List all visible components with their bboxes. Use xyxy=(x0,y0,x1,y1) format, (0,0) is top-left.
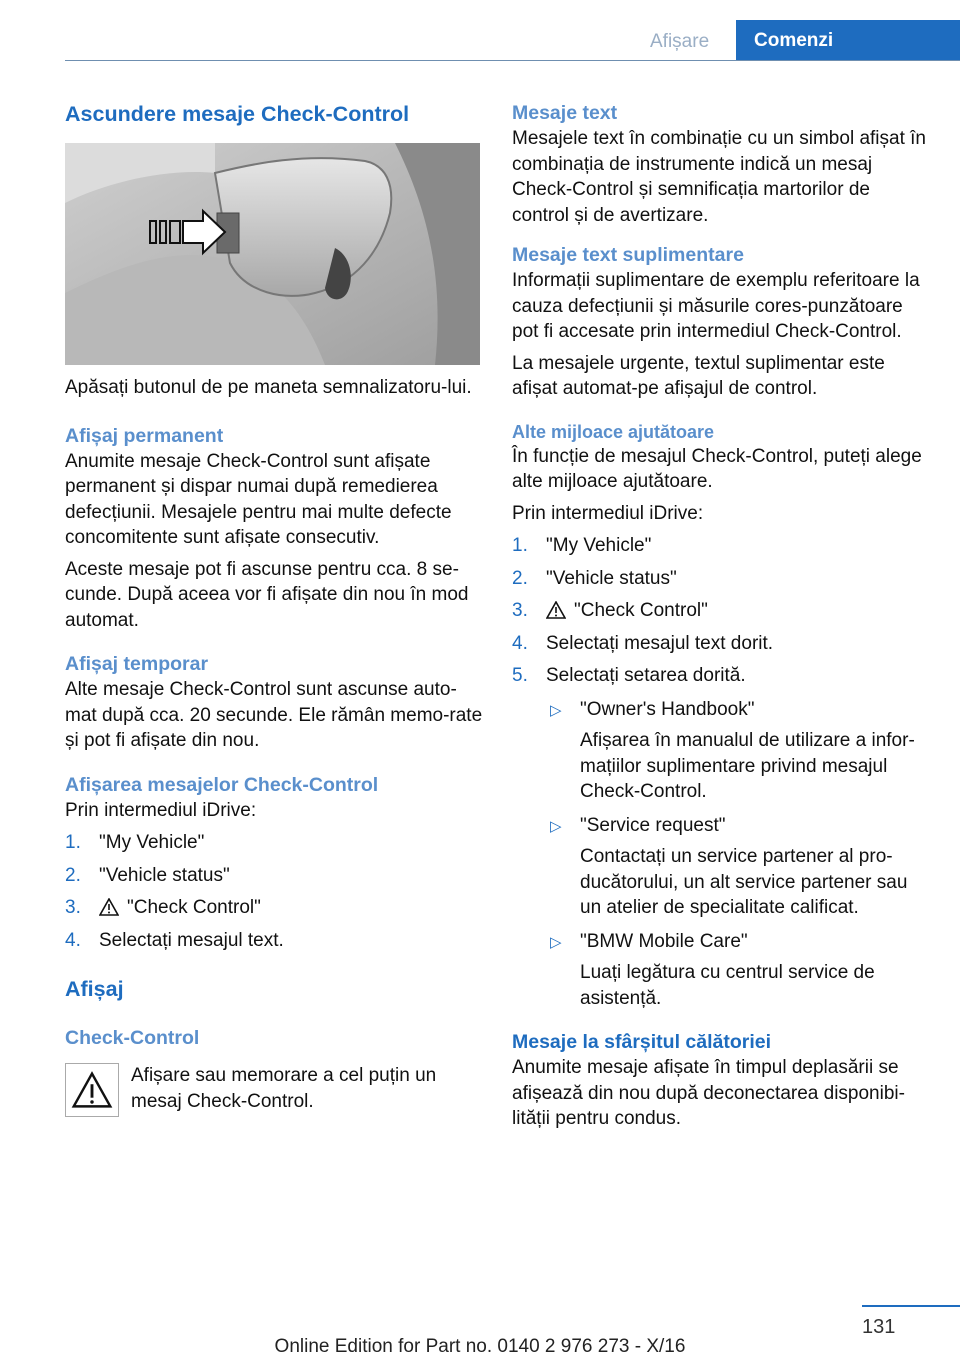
step-text: Selectați setarea dorită. xyxy=(546,665,746,686)
check-control-block xyxy=(65,1063,483,1117)
heading-other-aids: Alte mijloace ajutătoare xyxy=(512,421,715,442)
heading-permanent-display: Afișaj permanent xyxy=(65,424,224,447)
additional-text-1: Informații suplimentare de exemplu referitoare la cauza defecțiunii și măsurile cores-punzătoare pot fi accesate prin intermediul Check-Control. xyxy=(512,270,920,342)
heading-show-messages: Afișarea mesajelor Check-Control xyxy=(65,773,379,796)
header-rule xyxy=(65,60,960,61)
end-of-trip-text: Anumite mesaje afișate în timpul deplasării se afișează din nou după deconectarea disponibi-lității pentru condus. xyxy=(512,1057,905,1129)
step-number: 4. xyxy=(512,632,528,654)
list-item xyxy=(65,830,483,856)
header-chapter-tab: Comenzi xyxy=(736,20,960,61)
step-number: 1. xyxy=(65,832,81,853)
list-item xyxy=(546,697,932,805)
step-text: "Check Control" xyxy=(127,897,261,918)
list-item xyxy=(512,631,932,657)
step-number: 2. xyxy=(512,567,528,589)
list-item xyxy=(512,533,932,559)
step-number: 3. xyxy=(65,897,81,918)
left-steps-list xyxy=(65,830,483,953)
other-aids-text: În funcție de mesajul Check-Control, puteți alege alte mijloace ajutătoare. xyxy=(512,445,922,492)
heading-end-of-trip: Mesaje la sfârșitul călătoriei xyxy=(512,1031,772,1053)
list-item xyxy=(546,929,932,1012)
header-section: Afișare xyxy=(650,31,710,52)
heading-check-control: Check-Control xyxy=(65,1027,200,1049)
page-number: 131 xyxy=(862,1316,896,1338)
heading-hide-messages: Ascundere mesaje Check-Control xyxy=(65,102,410,126)
step-text: "Vehicle status" xyxy=(546,567,677,589)
step-text: "My Vehicle" xyxy=(99,832,205,853)
step-number: 2. xyxy=(65,864,81,886)
permanent-text-1: Anumite mesaje Check-Control sunt afișate permanent și dispar numai după remedierea defecțiunii. Mesajele pentru mai multe defecte concomitente sunt afișate consecutiv. xyxy=(65,450,452,548)
step-number: 1. xyxy=(512,535,528,556)
additional-text-2: La mesajele urgente, textul suplimentar este afișat automat-pe afișajul de control. xyxy=(512,352,885,399)
option-title: "BMW Mobile Care" xyxy=(580,930,748,952)
permanent-text-2: Aceste mesaje pot fi ascunse pentru cca. 8 se-cunde. După aceea vor fi afișate din nou în mod automat. xyxy=(65,558,469,631)
footer-rule xyxy=(862,1305,960,1307)
edition-footer: Online Edition for Part no. 0140 2 976 273 - X/16 xyxy=(274,1336,686,1357)
heading-temporary-display: Afișaj temporar xyxy=(65,653,209,675)
text-messages-text: Mesajele text în combinație cu un simbol afișat în combinația de instrumente indică un mesaj Check-Control și semnificația martorilor de control și de avertizare. xyxy=(512,128,926,226)
left-column xyxy=(65,100,483,1117)
idrive-intro: Prin intermediul iDrive: xyxy=(65,799,257,821)
warning-triangle-icon xyxy=(99,898,119,916)
warning-triangle-icon xyxy=(546,601,566,619)
triangle-bullet-icon: ▷ xyxy=(550,933,562,951)
step-number: 3. xyxy=(512,600,528,621)
option-description: Afișarea în manualul de utilizare a infor-mațiilor suplimentare privind mesajul Check-Control. xyxy=(580,730,915,802)
step-number: 5. xyxy=(512,665,528,686)
option-description: Contactați un service partener al pro-ducătorului, un alt service partener sau un atelier de specialitate calificat. xyxy=(580,846,908,918)
list-item xyxy=(65,928,483,954)
list-item xyxy=(512,598,932,624)
heading-additional-text: Mesaje text suplimentare xyxy=(512,244,744,266)
step-text: "Check Control" xyxy=(574,600,708,621)
right-steps-list xyxy=(512,533,932,1011)
heading-display: Afișaj xyxy=(65,977,124,1001)
right-column xyxy=(512,100,932,1132)
option-title: "Service request" xyxy=(580,814,726,836)
turn-signal-lever-photo xyxy=(65,143,480,365)
step-text: "My Vehicle" xyxy=(546,535,652,556)
step-text: Selectați mesajul text dorit. xyxy=(546,632,774,654)
options-list xyxy=(546,697,932,1012)
idrive-intro: Prin intermediul iDrive: xyxy=(512,502,704,524)
step-text: Selectați mesajul text. xyxy=(99,929,284,951)
option-description: Luați legătura cu centrul service de asistență. xyxy=(580,962,875,1009)
list-item xyxy=(512,663,932,1011)
triangle-bullet-icon: ▷ xyxy=(550,701,562,719)
triangle-bullet-icon: ▷ xyxy=(550,817,562,835)
list-item xyxy=(512,566,932,592)
list-item xyxy=(65,863,483,889)
list-item xyxy=(65,895,483,921)
warning-triangle-icon xyxy=(65,1063,119,1117)
temporary-text: Alte mesaje Check-Control sunt ascunse auto-mat după cca. 20 secunde. Ele rămân memo-rate și pot fi afișate din nou. xyxy=(65,679,483,751)
list-item xyxy=(546,813,932,921)
heading-text-messages: Mesaje text xyxy=(512,102,618,124)
step-text: "Vehicle status" xyxy=(99,864,230,886)
check-control-text: Afișare sau memorare a cel puțin un mesaj Check-Control. xyxy=(131,1065,437,1112)
press-button-text: Apăsați butonul de pe maneta semnalizatoru-lui. xyxy=(65,377,472,398)
option-title: "Owner's Handbook" xyxy=(580,698,755,720)
step-number: 4. xyxy=(65,929,81,951)
